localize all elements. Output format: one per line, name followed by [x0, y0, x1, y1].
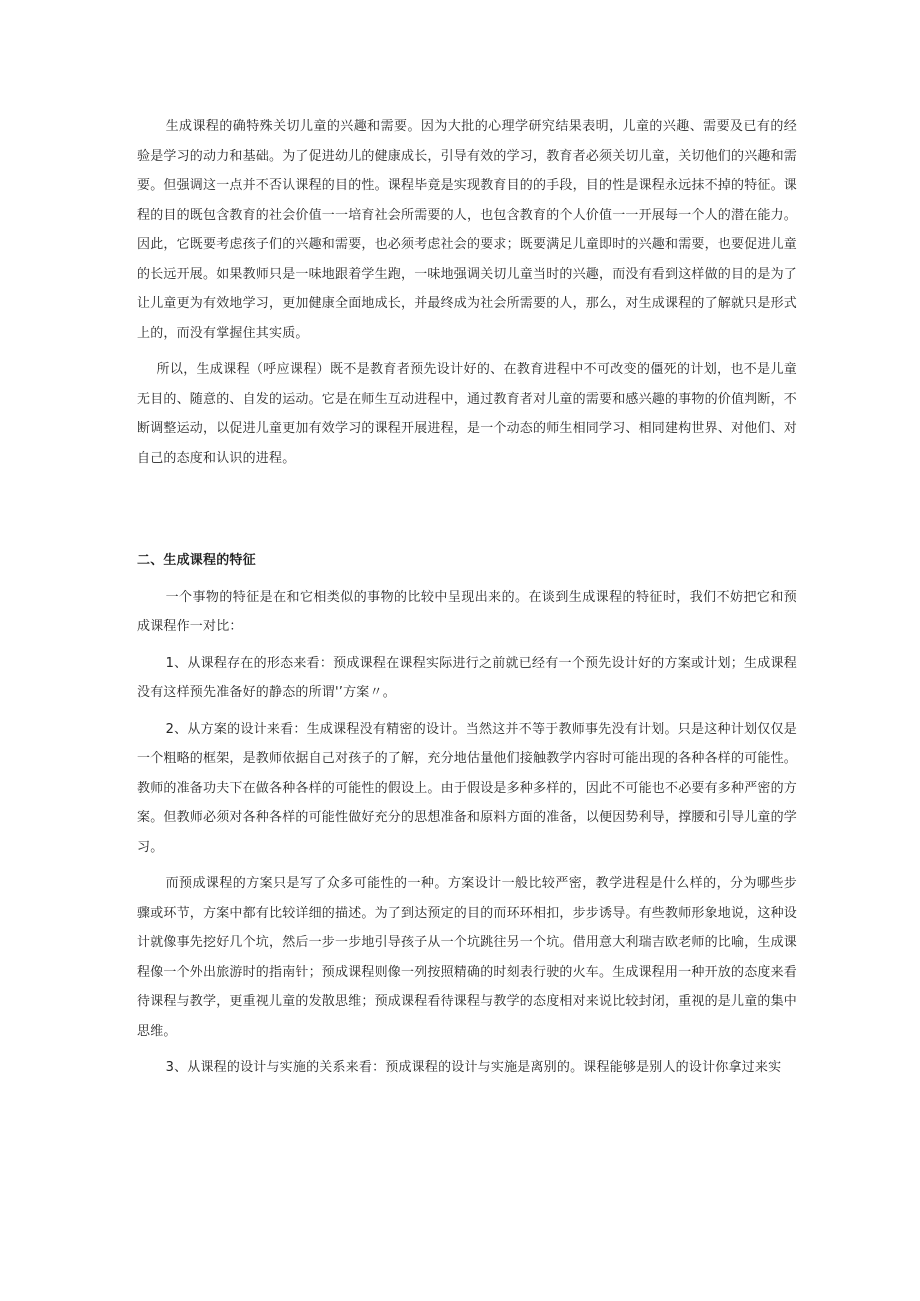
document-body [137, 112, 797, 1083]
paragraph-point-1: 1、从课程存在的形态来看：预成课程在课程实际进行之前就已经有一个预先设计好的方案或计划；生成课程没有这样预先准备好的静态的所谓'’方案〃。 [137, 655, 797, 700]
paragraph-point-2: 2、从方案的设计来看：生成课程没有精密的设计。当然这并不等于教师事先没有计划。只是这种计划仅仅是一个粗略的框架，是教师依据自己对孩子的了解，充分地估量他们接触教学内容时可能出现的各种各样的可能性。教师的准备功夫下在做各种各样的可能性的假设上。由于假设是多种多样的，因此不可能也不必要有多种严密的方案。但教师必须对各种各样的可能性做好充分的思想准备和原料方面的准备，以便因势利导，撑腰和引导儿童的学习。 [137, 721, 798, 855]
section-heading: 二、生成课程的特征 [137, 553, 256, 568]
paragraph-definition: 所以，生成课程（呼应课程）既不是教育者预先设计好的、在教育进程中不可改变的僵死的计划，也不是儿童无目的、随意的、自发的运动。它是在师生互动进程中，通过教育者对儿童的需要和感兴趣的事物的价值判断，不断调整运动，以促进儿童更加有效学习的课程开展进程，是一个动态的师生相同学习、相同建构世界、对他们、对自己的态度和认识的进程。 [137, 362, 798, 466]
paragraph-point-3: 3、从课程的设计与实施的关系来看：预成课程的设计与实施是离别的。课程能够是别人的设计你拿过来实 [165, 1060, 782, 1075]
paragraph-preset-course: 而预成课程的方案只是写了众多可能性的一种。方案设计一般比较严密，教学进程是什么样的，分为哪些步骤或环节，方案中都有比较详细的描述。为了到达预定的目的而环环相扣，步步诱导。有些教师形象地说，这种设计就像事先挖好几个坑，然后一步一步地引导孩子从一个坑跳往另一个坑。借用意大利瑞吉欧老师的比喻，生成课程像一个外出旅游时的指南针；预成课程则像一列按照精确的时刻表行驶的火车。生成课程用一种开放的态度来看待课程与教学，更重视儿童的发散思维；预成课程看待课程与教学的态度相对来说比较封闭，重视的是儿童的集中思维。 [137, 876, 798, 1039]
paragraph-interest-needs: 生成课程的确特殊关切儿童的兴趣和需要。因为大批的心理学研究结果表明，儿童的兴趣、需要及已有的经验是学习的动力和基础。为了促进幼儿的健康成长，引导有效的学习，教育者必须关切儿童，关切他们的兴趣和需要。但强调这一点并不否认课程的目的性。课程毕竟是实现教育目的的手段，目的性是课程永远抹不掉的特征。课程的目的既包含教育的社会价值一一培育社会所需要的人，也包含教育的个人价值一一开展每一个人的潜在能力。因此，它既要考虑孩子们的兴趣和需要，也必须考虑社会的要求；既要满足儿童即时的兴趣和需要，也要促进儿童的长远开展。如果教师只是一味地跟着学生跑，一味地强调关切儿童当时的兴趣，而没有看到这样做的目的是为了让儿童更为有效地学习，更加健康全面地成长，并最终成为社会所需要的人，那么，对生成课程的了解就只是形式上的，而没有掌握住其实质。 [137, 119, 798, 341]
paragraph-comparison-intro: 一个事物的特征是在和它相类似的事物的比较中呈现出来的。在谈到生成课程的特征时，我们不妨把它和预成课程作一对比： [137, 589, 797, 634]
